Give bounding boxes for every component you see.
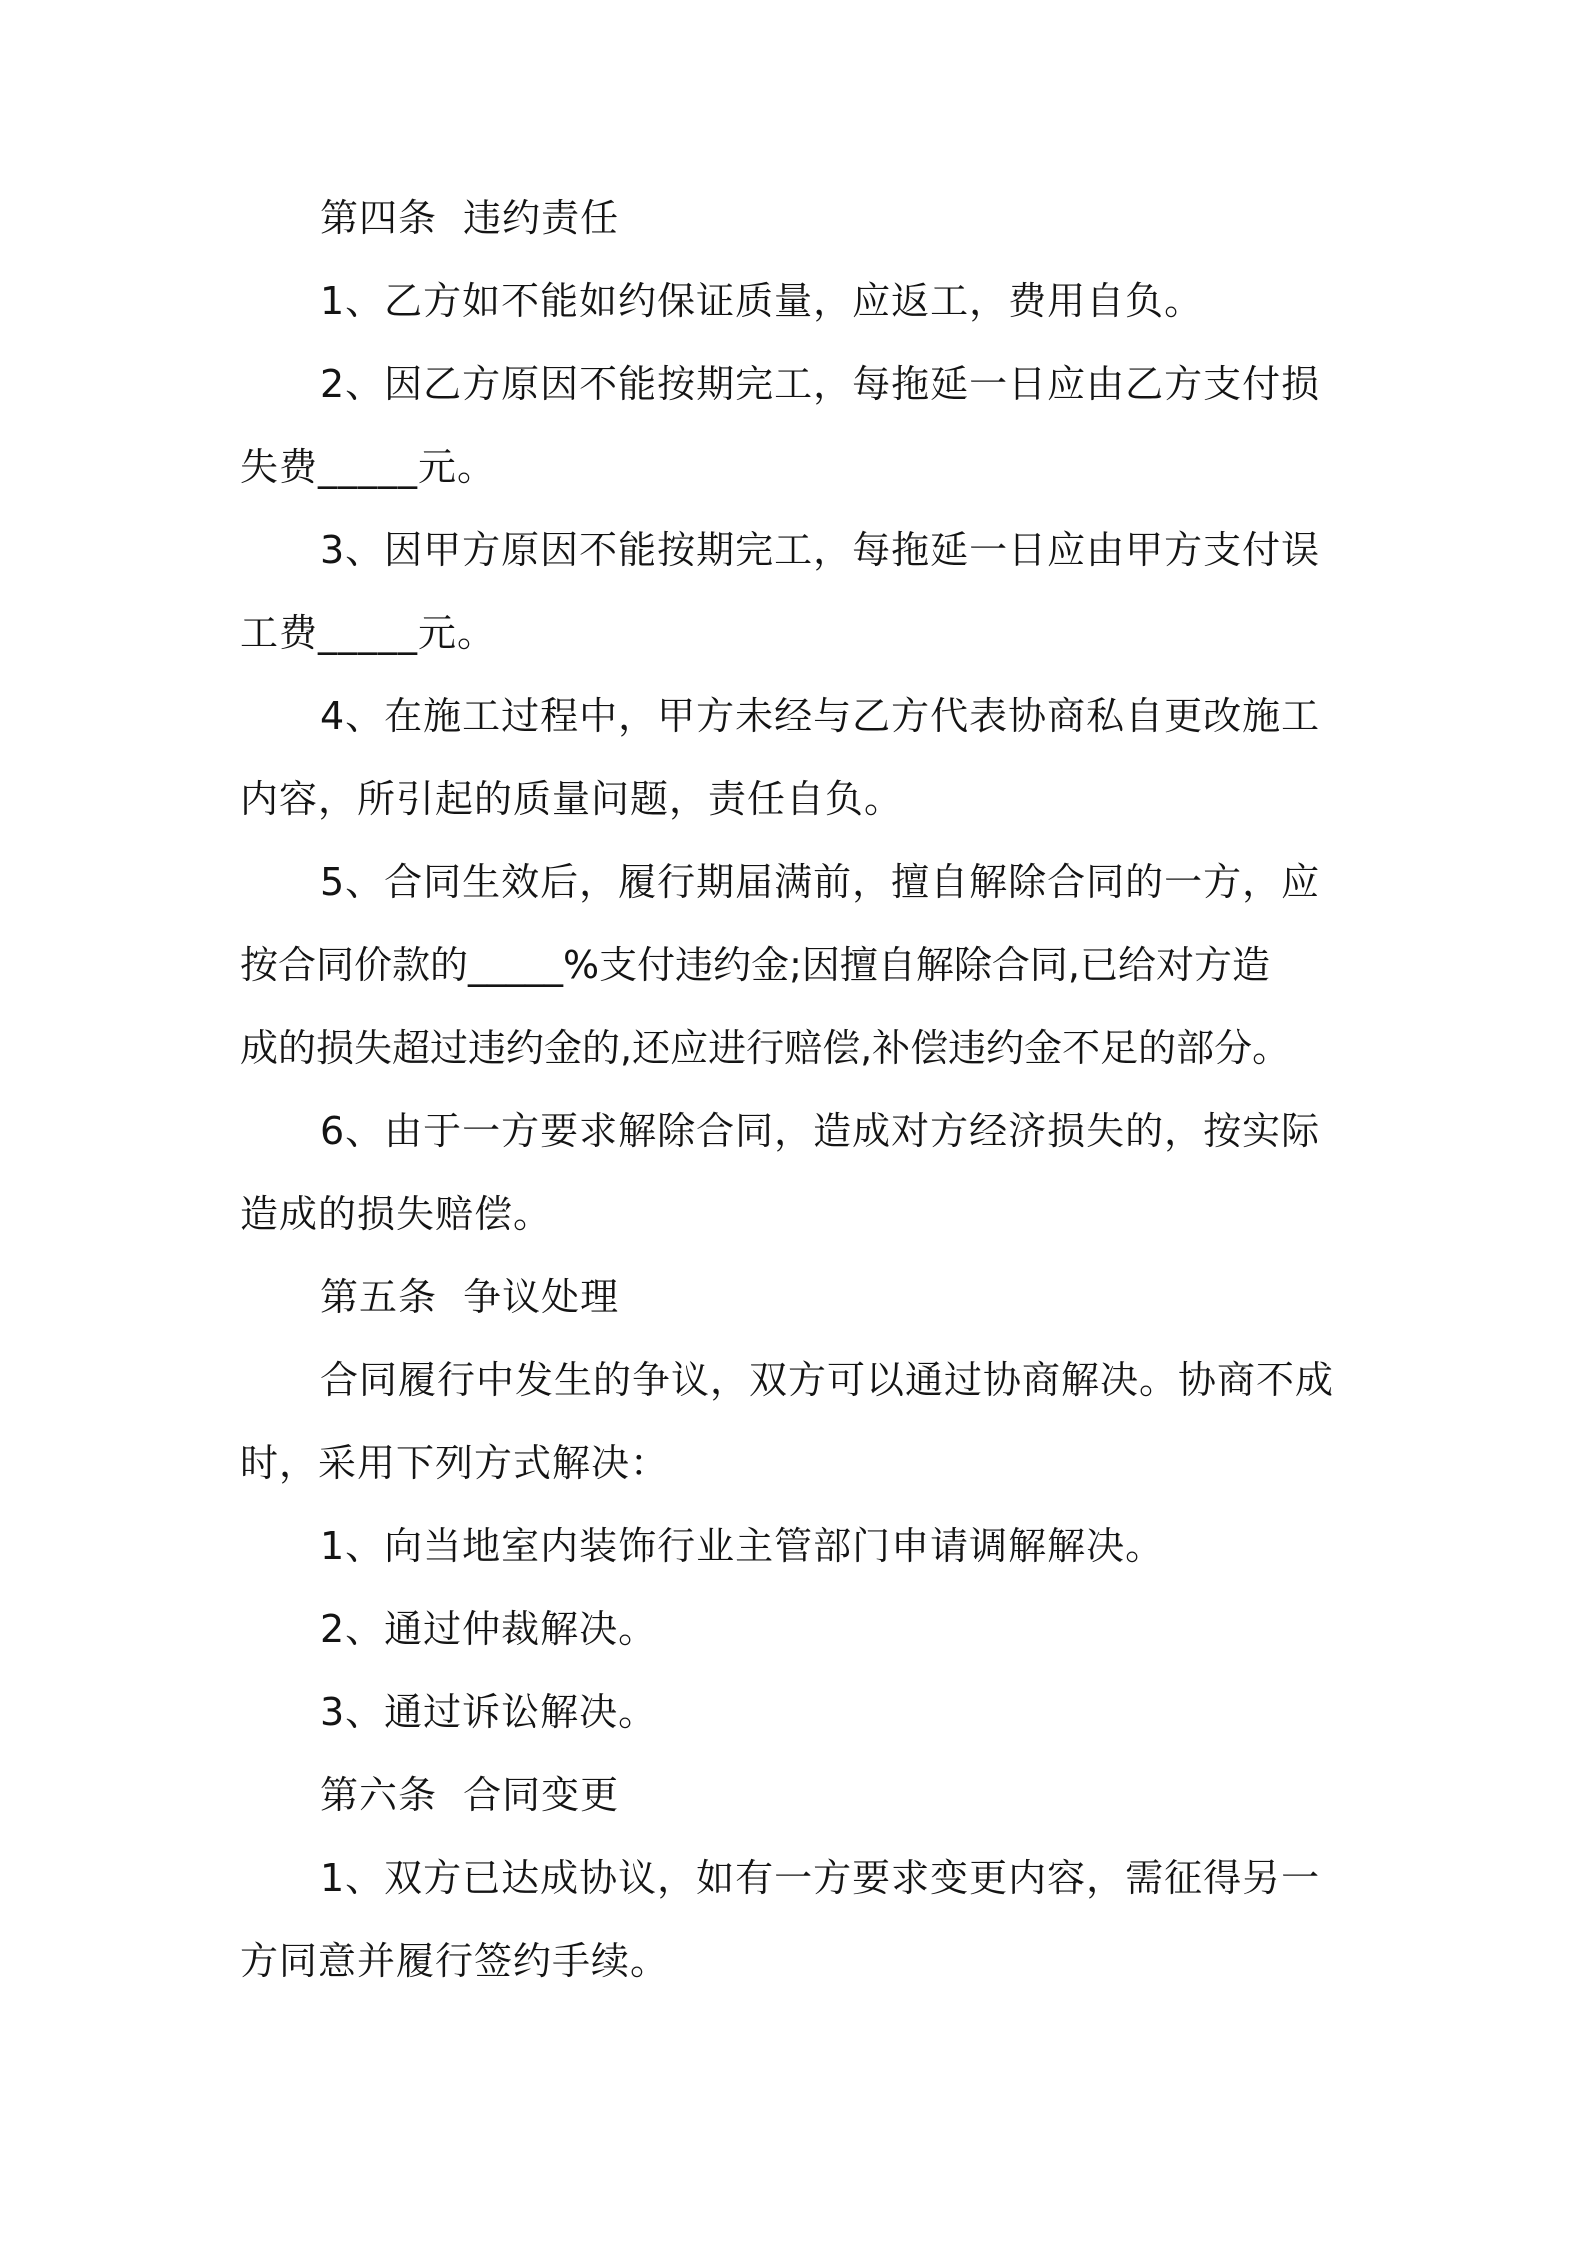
section-heading-article-6: 第六条 合同变更: [320, 1773, 620, 1817]
paragraph-line: 时，采用下列方式解决：: [240, 1441, 670, 1485]
paragraph-line: 5、合同生效后，履行期届满前，擅自解除合同的一方，应: [320, 860, 1321, 904]
paragraph-line: 造成的损失赔偿。: [240, 1192, 553, 1236]
paragraph-line: 工费_____元。: [240, 611, 497, 655]
paragraph-line: 1、乙方如不能如约保证质量，应返工，费用自负。: [320, 279, 1204, 323]
paragraph-line: 1、向当地室内装饰行业主管部门申请调解解决。: [320, 1524, 1165, 1568]
paragraph-line: 按合同价款的_____%支付违约金;因擅自解除合同,已给对方造: [240, 943, 1270, 987]
section-heading-article-4: 第四条 违约责任: [320, 196, 620, 240]
paragraph-line: 合同履行中发生的争议，双方可以通过协商解决。协商不成: [320, 1358, 1335, 1402]
paragraph-line: 成的损失超过违约金的,还应进行赔偿,补偿违约金不足的部分。: [240, 1026, 1291, 1070]
paragraph-line: 4、在施工过程中，甲方未经与乙方代表协商私自更改施工: [320, 694, 1321, 738]
paragraph-line: 3、因甲方原因不能按期完工，每拖延一日应由甲方支付误: [320, 528, 1321, 572]
paragraph-line: 内容，所引起的质量问题，责任自负。: [240, 777, 904, 821]
paragraph-line: 2、通过仲裁解决。: [320, 1607, 658, 1651]
paragraph-line: 失费_____元。: [240, 445, 497, 489]
section-heading-article-5: 第五条 争议处理: [320, 1275, 620, 1319]
paragraph-line: 1、双方已达成协议，如有一方要求变更内容，需征得另一: [320, 1856, 1321, 1900]
paragraph-line: 6、由于一方要求解除合同，造成对方经济损失的，按实际: [320, 1109, 1321, 1153]
paragraph-line: 方同意并履行签约手续。: [240, 1939, 670, 1983]
paragraph-line: 2、因乙方原因不能按期完工，每拖延一日应由乙方支付损: [320, 362, 1321, 406]
paragraph-line: 3、通过诉讼解决。: [320, 1690, 658, 1734]
